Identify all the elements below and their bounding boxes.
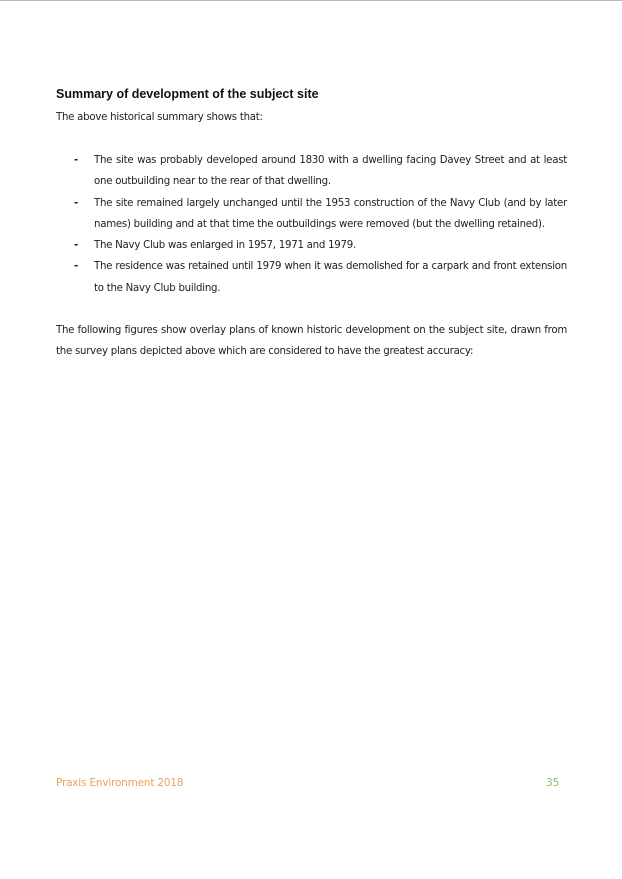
dash-bullet-icon: -	[74, 240, 78, 252]
dash-bullet-icon: -	[74, 155, 78, 166]
list-item	[56, 235, 567, 256]
footer-page-number: 35	[546, 777, 560, 789]
list-item-text: The Navy Club was enlarged in 1957, 1971 and 1979.	[94, 240, 356, 252]
dash-bullet-icon: -	[74, 197, 78, 209]
summary-bullet-list	[56, 150, 567, 299]
dash-bullet-icon: -	[74, 261, 78, 273]
footer-organization: Praxis Environment 2018	[56, 777, 184, 789]
list-item	[56, 256, 567, 299]
page-top-rule	[0, 0, 622, 1]
section-heading: Summary of development of the subject site	[56, 87, 319, 101]
list-item	[56, 150, 567, 193]
intro-paragraph: The above historical summary shows that:	[56, 112, 263, 123]
list-item	[56, 193, 567, 236]
list-item-text: The residence was retained until 1979 when it was demolished for a carpark and front extension to the Navy Club building.	[94, 261, 567, 294]
following-figures-paragraph: The following figures show overlay plans of known historic development on the subject site, drawn from the survey plans depicted above which are considered to have the greatest accuracy:	[56, 325, 567, 357]
list-item-text: The site remained largely unchanged until the 1953 construction of the Navy Club (and by later names) building and at that time the outbuildings were removed (but the dwelling retained).	[94, 197, 567, 230]
list-item-text: The site was probably developed around 1830 with a dwelling facing Davey Street and at least one outbuilding near to the rear of that dwelling.	[94, 155, 567, 188]
